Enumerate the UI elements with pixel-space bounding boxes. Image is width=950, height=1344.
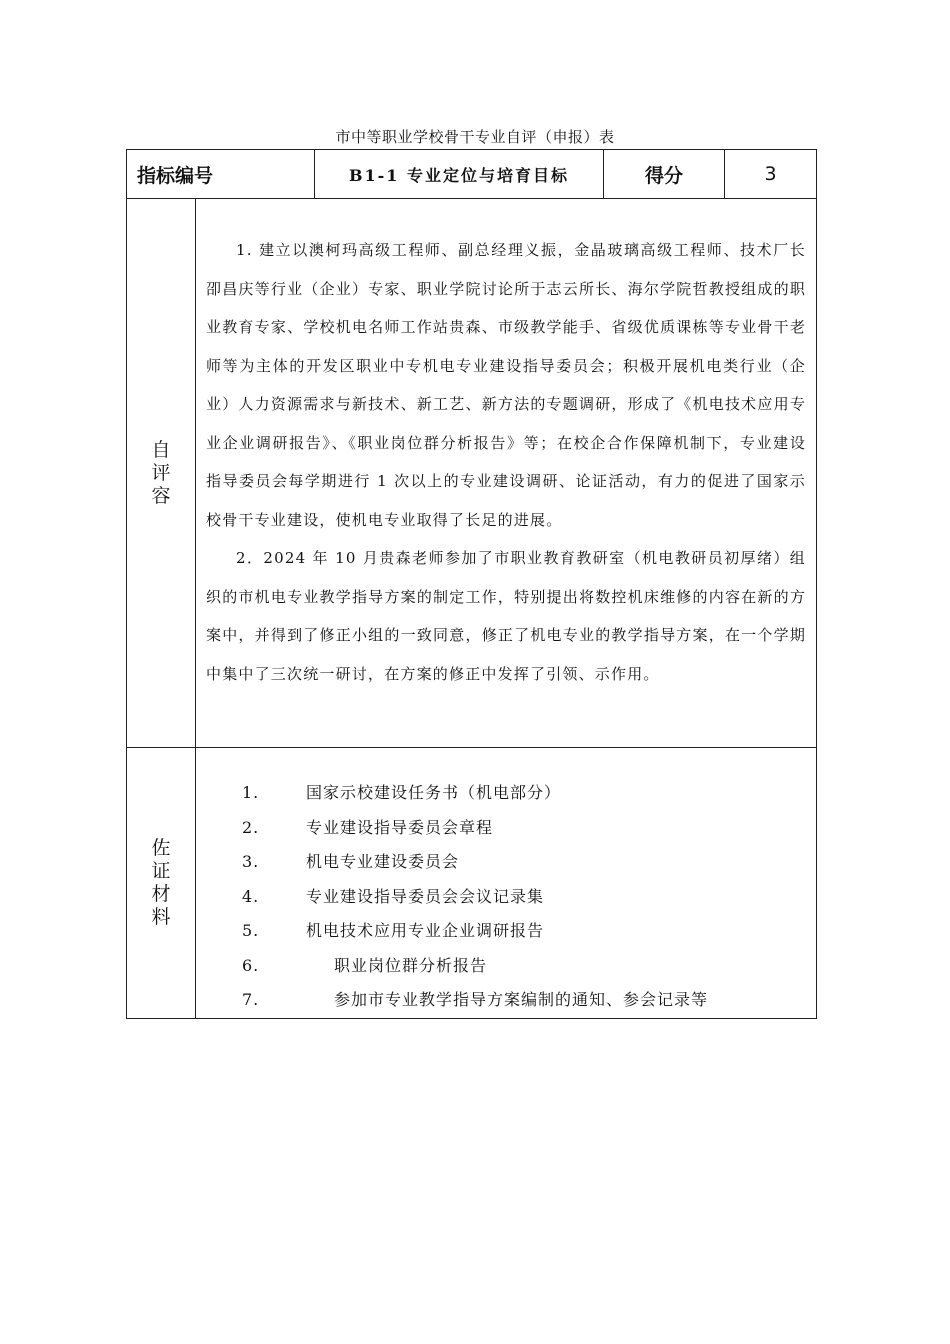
page-title: 市中等职业学校骨干专业自评（申报）表 — [335, 128, 615, 146]
self-eval-row — [127, 199, 817, 748]
evidence-item — [242, 880, 816, 915]
evidence-label — [127, 748, 196, 1019]
evidence-item — [242, 811, 816, 846]
evidence-item-text: 机电技术应用专业企业调研报告 — [306, 921, 545, 940]
self-eval-content — [196, 199, 817, 748]
indicator-code: B1-1 专业定位与培育目标 — [315, 150, 604, 199]
label-char: 容 — [151, 484, 171, 507]
evidence-content — [196, 748, 817, 1019]
label-char: 料 — [151, 906, 171, 928]
evidence-list — [196, 748, 816, 1018]
evidence-row — [127, 748, 817, 1019]
self-eval-paragraph-1: 1. 建立以澳柯玛高级工程师、副总经理义振，金晶玻璃高级工程师、技术厂长卲昌庆等行业（企业）专家、职业学院讨论所于志云所长、海尔学院哲教授组成的职业教育专家、学校机电名师工作站贵森、市级教学能手、省级优质课栋等专业骨干老师等为主体的开发区职业中专机电专业建设指导委员会；积极开展机电类行业（企业）人力资源需求与新技术、新工艺、新方法的专题调研，形成了《机电技术应用专业企业调研报告》、《职业岗位群分析报告》等；在校企合作保障机制下，专业建设指导委员会每学期进行 1 次以上的专业建设调研、论证活动，有力的促进了国家示校骨干专业建设，使机电专业取得了长足的进展。 — [206, 241, 807, 529]
label-char: 佐 — [151, 837, 171, 859]
evidence-item-number: 2. — [242, 817, 260, 837]
evidence-item-number: 4. — [242, 886, 260, 906]
header-row — [127, 150, 817, 199]
self-evaluation-form — [126, 149, 817, 1019]
score-label: 得分 — [604, 150, 725, 199]
evidence-item-number: 6. — [242, 955, 260, 975]
evidence-item — [242, 845, 816, 880]
evidence-item-number: 1. — [242, 783, 260, 802]
evidence-item-text: 参加市专业教学指导方案编制的通知、参会记录等 — [334, 990, 709, 1009]
evidence-item — [242, 983, 816, 1018]
evidence-item-text: 专业建设指导委员会会议记录集 — [306, 886, 545, 906]
indicator-label: 指标编号 — [127, 150, 315, 199]
evidence-item — [242, 914, 816, 949]
label-char: 自 — [151, 438, 171, 461]
label-char: 材 — [151, 883, 171, 905]
self-eval-paragraph-2: 2．2024 年 10 月贵森老师参加了市职业教育教研室（机电教研员初厚绪）组织的市机电专业教学指导方案的制定工作，特别提出将数控机床维修的内容在新的方案中，并得到了修正小组的一致同意，修正了机电专业的教学指导方案，在一个学期中集中了三次统一研讨，在方案的修正中发挥了引领、示作用。 — [206, 549, 807, 683]
label-char: 证 — [151, 860, 171, 882]
evidence-item-number: 3. — [242, 852, 260, 871]
self-eval-label — [127, 199, 196, 748]
evidence-item-text: 职业岗位群分析报告 — [334, 955, 488, 975]
evidence-item — [242, 776, 816, 811]
evidence-item-number: 7. — [242, 990, 260, 1009]
evidence-item — [242, 949, 816, 984]
evidence-item-text: 机电专业建设委员会 — [306, 852, 460, 871]
score-value: 3 — [725, 150, 817, 199]
label-char: 评 — [151, 461, 171, 484]
evidence-item-text: 专业建设指导委员会章程 — [306, 817, 494, 837]
evidence-item-number: 5. — [242, 921, 260, 940]
evidence-item-text: 国家示校建设任务书（机电部分） — [306, 783, 562, 802]
